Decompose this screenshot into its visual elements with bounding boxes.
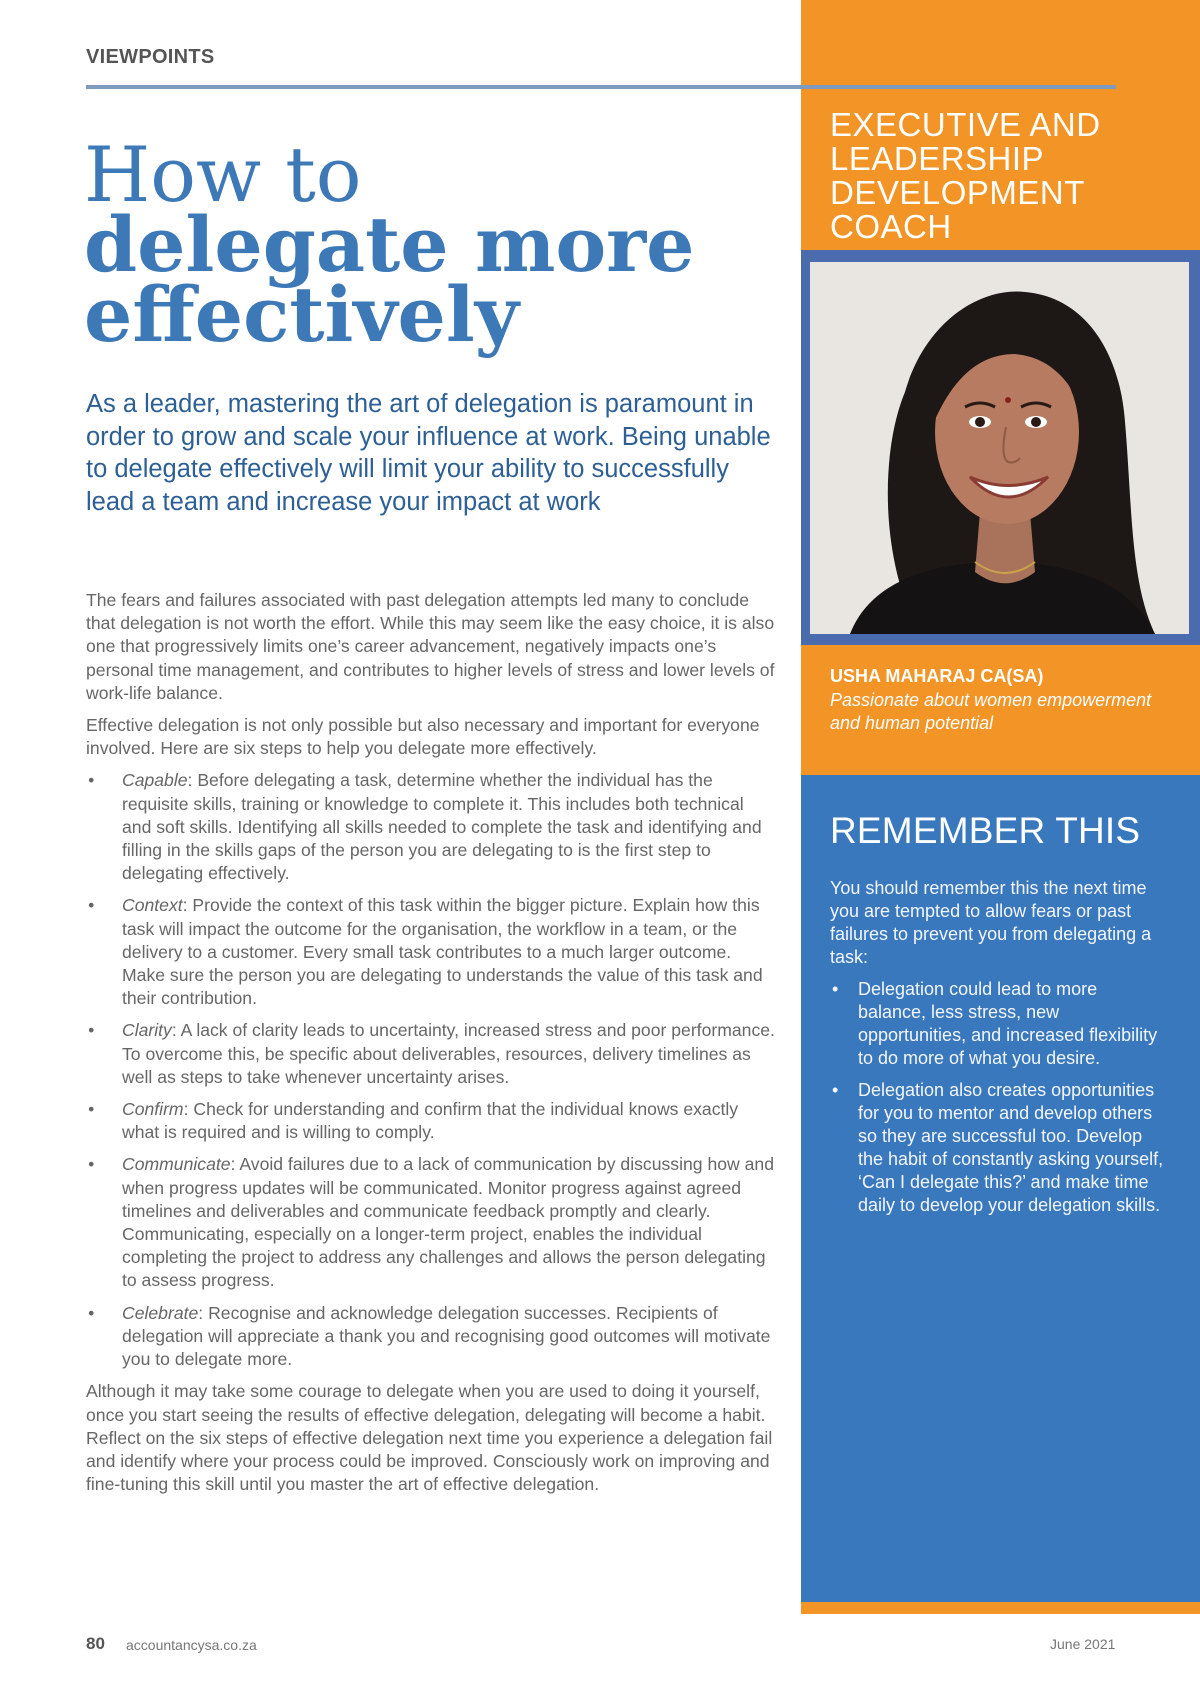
portrait-illustration [810,262,1189,634]
bullet-icon: • [88,895,95,916]
page-number: 80 [86,1634,105,1653]
remember-title: REMEMBER THIS [830,810,1141,851]
bullet-icon: • [832,1080,839,1100]
step-text: : Recognise and acknowledge delegation successes. Recipients of delegation will appreciate a thank you and recognising good outcomes will motivate you to delegate more. [122,1302,771,1370]
header-rule-extension [801,85,1116,89]
step-keyword: Clarity [122,1020,172,1041]
article-title [84,130,784,359]
bullet-icon: • [88,1154,95,1175]
title-line-1: How to [84,130,362,219]
step-keyword: Communicate [122,1154,231,1175]
standfirst: As a leader, mastering the art of delegation is paramount in order to grow and scale your influence at work. Being unable to delegate effectively will limit your ability to successfully lead a team and increase your impact at work [86,390,771,516]
remember-item [830,1079,1170,1217]
step-item-capable [86,769,776,885]
bullet-icon: • [88,770,95,791]
step-text: : Before delegating a task, determine whether the individual has the requisite skills, training or knowledge to complete it. This includes both technical and soft skills. Identifying all skills needed to complete the task and identifying and filling in the skills gaps of the person you are delegating to is the first step to delegating effectively. [122,770,762,884]
remember-list [830,978,1170,1226]
conclusion-paragraph: Although it may take some courage to delegate when you are used to doing it yourself, once you start seeing the results of effective delegation, delegating will become a habit. Reflect on the six steps of effective delegation next time you experience a delegation fail and identify where your process could be improved. Consciously work on improving and fine-tuning this skill until you master the art of effective delegation. [86,1381,773,1495]
coach-title: EXECUTIVE AND LEADERSHIP DEVELOPMENT COACH [830,106,1101,245]
step-item-celebrate [86,1302,776,1372]
remember-item [830,978,1170,1070]
step-text: : Avoid failures due to a lack of communication by discussing how and when progress updates will be communicated. Monitor progress against agreed timelines and deliverables and communicate feedback promptly and clearly. Communicating, especially on a longer-term project, enables the individual completing the project to address any challenges and allows the person delegating to assess progress. [122,1154,774,1291]
step-item-communicate [86,1153,776,1292]
intro-paragraph-2: Effective delegation is not only possible but also necessary and important for everyone involved. Here are six steps to help you delegate more effectively. [86,715,760,759]
bullet-icon: • [88,1020,95,1041]
intro-paragraph-1: The fears and failures associated with past delegation attempts led many to conclude that delegation is not worth the effort. While this may seem like the easy choice, it is also one that progressively limits one’s career advancement, negatively impacts one’s personal time management, and contributes to higher levels of stress and lower levels of work-life balance. [86,590,775,703]
step-keyword: Capable [122,770,188,791]
website-link[interactable]: accountancysa.co.za [126,1637,257,1653]
bullet-icon: • [88,1302,95,1323]
issue-date: June 2021 [1050,1636,1116,1652]
bullet-icon: • [832,979,839,999]
steps-list [86,769,776,1371]
remember-item-text: Delegation also creates opportunities for you to mentor and develop others so they are successful too. Develop the habit of constantly asking yourself, ‘Can I delegate this?’ and make time daily to develop your delegation skills. [858,1080,1164,1215]
step-item-context [86,894,776,1010]
step-item-confirm [86,1098,776,1144]
bullet-icon: • [88,1099,95,1120]
author-name: USHA MAHARAJ CA(SA) [830,666,1044,686]
step-item-clarity [86,1019,776,1089]
step-text: : Provide the context of this task within the bigger picture. Explain how this task will impact the outcome for the organisation, the workflow in a team, or the delivery to a customer. Every small task contributes to a much larger outcome. Make sure the person you are delegating to understands the value of this task and their contribution. [122,895,763,1009]
remember-item-text: Delegation could lead to more balance, less stress, new opportunities, and increased flexibility to do more of what you desire. [858,979,1158,1068]
step-text: : Check for understanding and confirm that the individual knows exactly what is required and is willing to comply. [122,1099,739,1143]
remember-intro: You should remember this the next time you are tempted to allow fears or past failures to prevent you from delegating a task: [830,878,1152,967]
step-keyword: Celebrate [122,1302,199,1323]
title-line-2: delegate more [84,200,695,289]
remember-panel-bottom-strip [801,1602,1200,1614]
step-keyword: Context [122,895,183,916]
step-text: : A lack of clarity leads to uncertainty, increased stress and poor performance. To overcome this, be specific about deliverables, resources, delivery timelines as well as steps to take whenever uncertainty arises. [122,1020,775,1087]
author-description: Passionate about women empowerment and human potential [830,690,1152,733]
step-keyword: Confirm [122,1099,184,1120]
section-label: VIEWPOINTS [86,46,215,68]
title-line-3: effectively [84,270,519,359]
article-body [86,589,776,1505]
author-photo [810,262,1189,634]
